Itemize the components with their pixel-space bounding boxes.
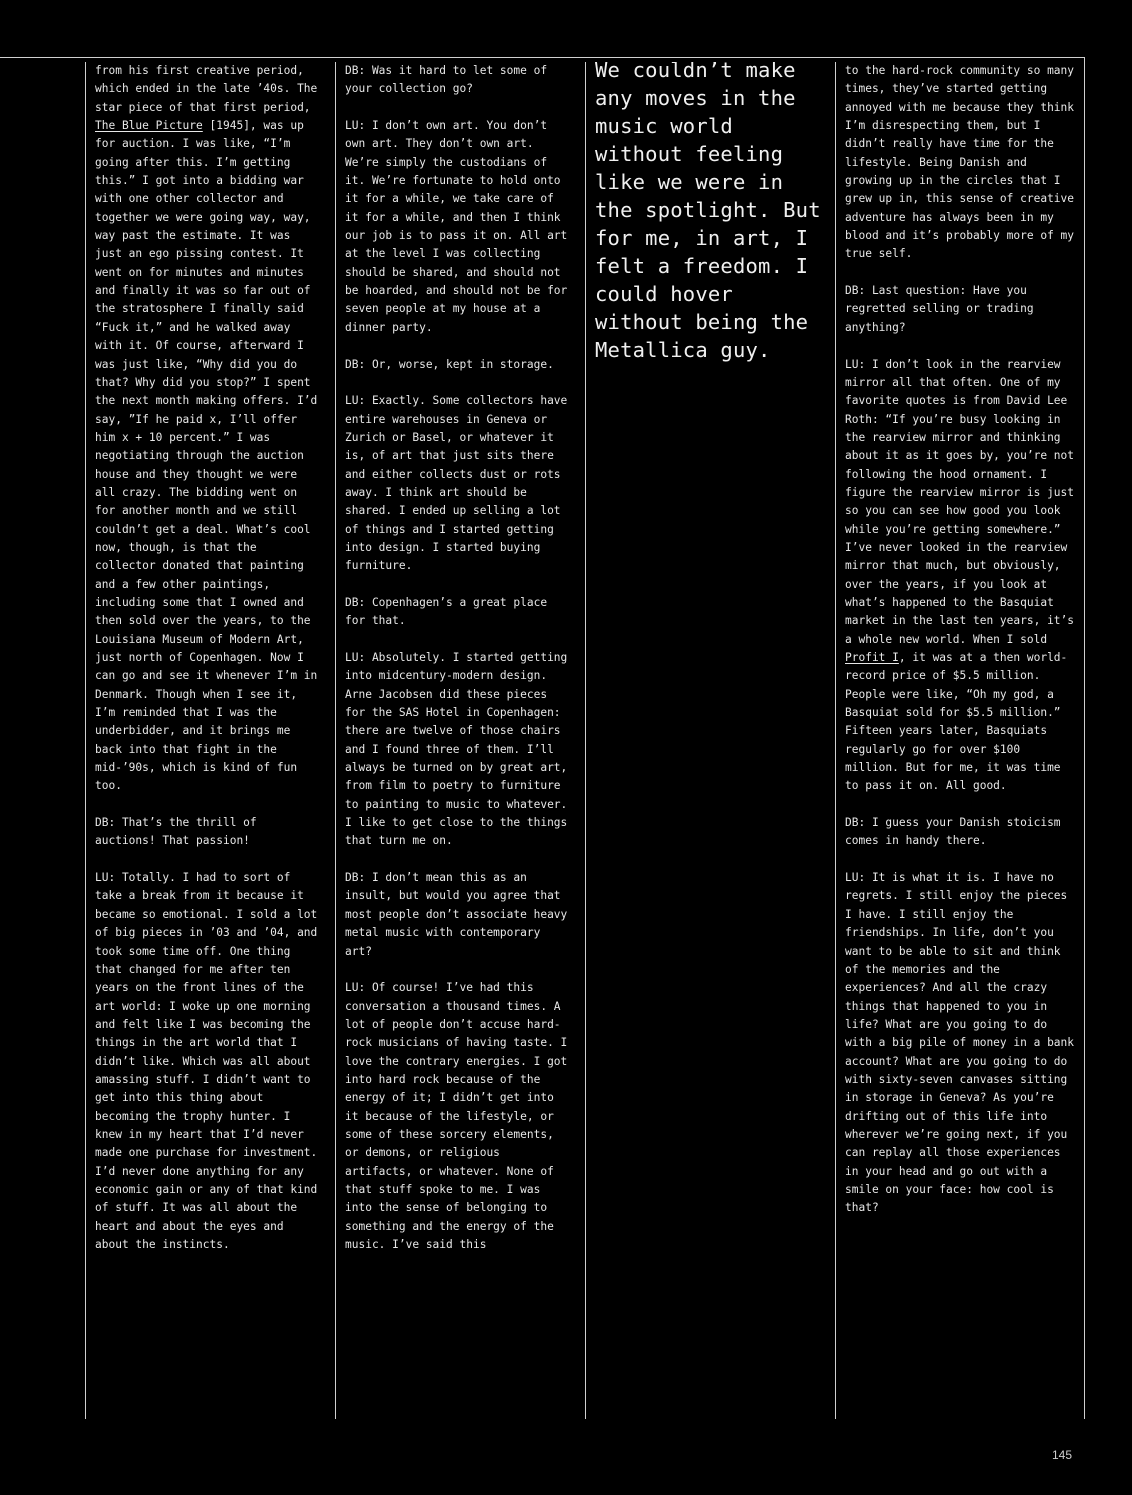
paragraph: DB: I guess your Danish stoicism comes in handy there. [845, 816, 1061, 848]
right-rule [1084, 57, 1085, 1419]
paragraph: LU: I don’t look in the rearview mirror all that often. One of my favorite quotes is from David Lee Roth: “If you’re busy looking in the rearview mirror and thinking about it as it goes by, you’re not following the hood ornament. I figure the rearview mirror is just so you can see how good you look while you’re getting somewhere.” I’ve never looked in the rearview mirror that much, but obviously, over the years, if you look at what’s happened to the Basquiat market in the last ten years, it’s a whole new world. When I sold Profit I, it was at a then world-record price of $5.5 million. People were like, “Oh my god, a Basquiat sold for $5.5 million.” Fifteen years later, Basquiats regularly go for over $100 million. But for me, it was time to pass it on. All good. [845, 357, 1075, 793]
column-3-pullquote [585, 62, 825, 1419]
paragraph: DB: Or, worse, kept in storage. [345, 357, 554, 371]
page-number: 145 [1052, 1448, 1073, 1462]
paragraph: DB: I don’t mean this as an insult, but would you agree that most people don’t associate heavy metal music with contemporary art? [345, 871, 568, 958]
pull-quote: We couldn’t make any moves in the music world without feeling like we were in the spotlight. But for me, in art, I felt a freedom. I could hover without being the Metallica guy. [595, 62, 821, 362]
paragraph: DB: Was it hard to let some of your collection go? [345, 64, 548, 96]
paragraph: LU: Totally. I had to sort of take a break from it because it became so emotional. I sold a lot of big pieces in ’03 and ’04, and took some time off. One thing that changed for me after ten years on the front lines of the art world: I woke up one morning and felt like I was becoming the things in the art world that I didn’t like. Which was all about amassing stuff. I didn’t want to get into this thing about becoming the trophy hunter. I knew in my heart that I’d never made one purchase for investment. I’d never done anything for any economic gain or any of that kind of stuff. It was all about the heart and about the eyes and about the instincts. [95, 871, 318, 1251]
paragraph: from his first creative period, which ended in the late ’40s. The star piece of that first period, The Blue Picture [1945], was up for auction. I was like, “I’m going after this. I’m getting this.” I got into a bidding war with one other collector and together we were going way, way, way past the estimate. It was just an ego pissing contest. It went on for minutes and minutes and finally it was so far out of the stratosphere I finally said “Fuck it,” and he walked away with it. Of course, afterward I was just like, “Why did you do that? Why did you stop?” I spent the next month making offers. I’d say, ”If he paid x, I’ll offer him x + 10 percent.” I was negotiating through the auction house and they thought we were all crazy. The bidding went on for another month and we still couldn’t get a deal. What’s cool now, though, is that the collector donated that painting and a few other paintings, including some that I owned and then sold over the years, to the Louisiana Museum of Modern Art, just north of Copenhagen. Now I can go and see it whenever I’m in Denmark. Though when I see it, I’m reminded that I was the underbidder, and it brings me back into that fight in the mid-’90s, which is kind of fun too. [95, 64, 318, 793]
artwork-title: The Blue Picture [95, 119, 203, 133]
column-4 [835, 62, 1080, 1419]
paragraph: LU: Absolutely. I started getting into midcentury-modern design. Arne Jacobsen did these pieces for the SAS Hotel in Copenhagen: there are twelve of those chairs and I found three of them. I’ll always be turned on by great art, from film to poetry to furniture to painting to music to whatever. I like to get close to the things that turn me on. [345, 651, 568, 848]
paragraph: LU: Exactly. Some collectors have entire warehouses in Geneva or Zurich or Basel, or whatever it is, of art that just sits there and either collects dust or rots away. I think art should be shared. I ended up selling a lot of things and I started getting into design. I started buying furniture. [345, 394, 568, 573]
paragraph: DB: Copenhagen’s a great place for that. [345, 595, 548, 628]
paragraph: DB: Last question: Have you regretted selling or trading anything? [845, 284, 1034, 334]
paragraph: to the hard-rock community so many times, they’ve started getting annoyed with me because they think I’m disrespecting them, but I didn’t really have time for the lifestyle. Being Danish and growing up in the circles that I grew up in, this sense of creative adventure has always been in my blood and it’s probably more of my true self. [845, 64, 1075, 261]
paragraph: LU: Of course! I’ve had this conversation a thousand times. A lot of people don’t accuse hard-rock musicians of having taste. I love the contrary energies. I got into hard rock because of the energy of it; I didn’t get into it because of the lifestyle, or some of these sorcery elements, or demons, or religious artifacts, or whatever. None of that stuff spoke to me. I was into the sense of belonging to something and the energy of the music. I’ve said this [345, 981, 568, 1251]
top-rule [0, 57, 1085, 58]
paragraph: LU: It is what it is. I have no regrets. I still enjoy the pieces I have. I still enjoy the friendships. In life, don’t you want to be able to sit and think of the memories and the experiences? And all the crazy things that happened to you in life? What are you going to do with a big pile of money in a bank account? What are you going to do with sixty-seven canvases sitting in storage in Geneva? As you’re drifting out of this life into wherever we’re going next, if you can replay all those experiences in your head and go out with a smile on your face: how cool is that? [845, 871, 1075, 1215]
column-1 [85, 62, 325, 1419]
column-2 [335, 62, 575, 1419]
paragraph: LU: I don’t own art. You don’t own art. They don’t own art. We’re simply the custodians of it. We’re fortunate to hold onto it for a while, we take care of it for a while, and then I think our job is to pass it on. All art at the level I was collecting should be shared, and should not be hoarded, and should not be for seven people at my house at a dinner party. [345, 119, 568, 334]
paragraph: DB: That’s the thrill of auctions! That passion! [95, 816, 257, 848]
artwork-title: Profit I [845, 651, 899, 664]
